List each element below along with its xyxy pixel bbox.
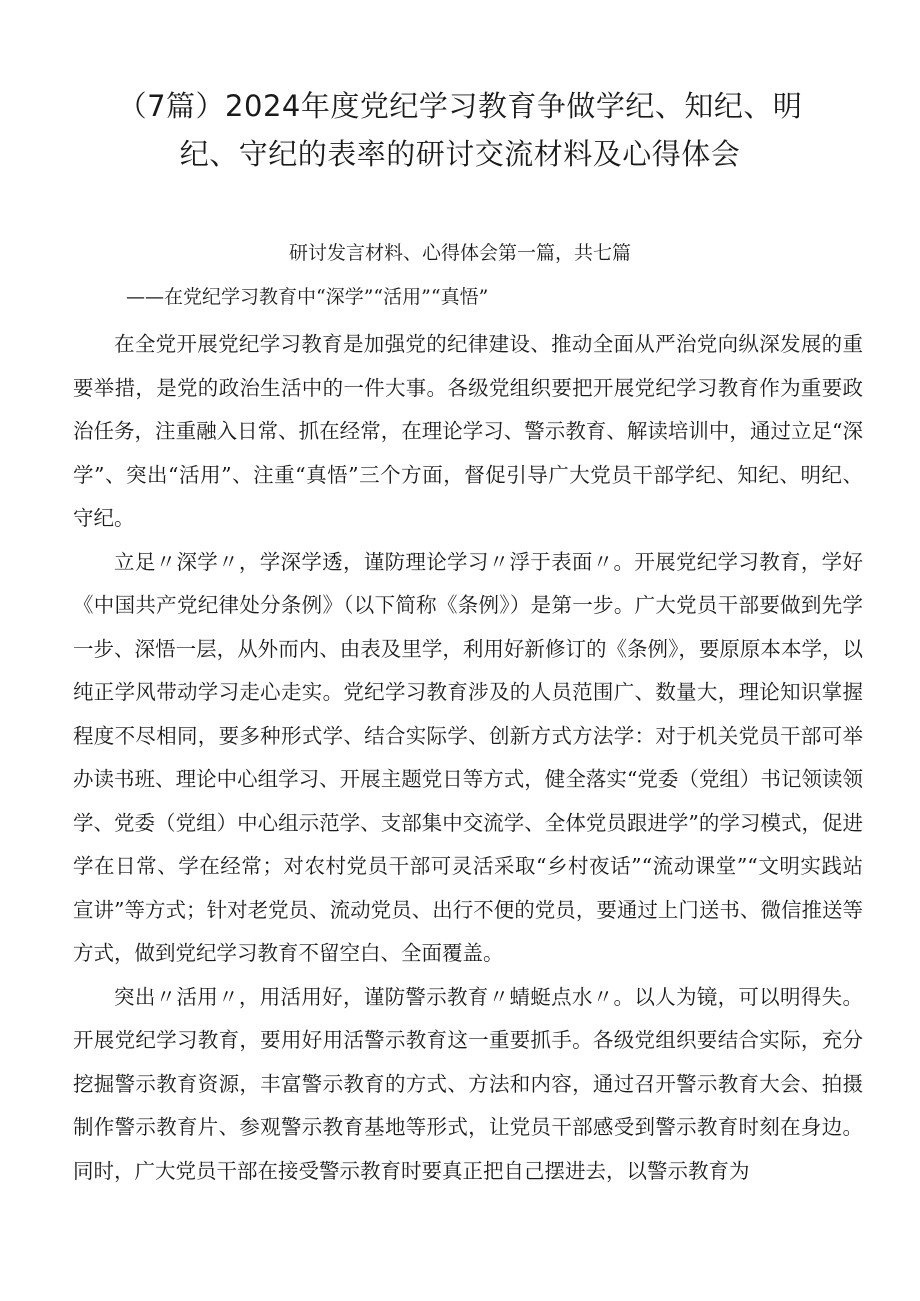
title-line-1: （7篇）2024年度党纪学习教育争做学纪、知纪、明 (117, 89, 803, 123)
document-title (70, 82, 850, 178)
document-subtitle: 研讨发言材料、心得体会第一篇，共七篇 (288, 242, 631, 264)
paragraph-3: 突出〃活用〃，用活用好，谨防警示教育〃蜻蜓点水〃。以人为镜，可以明得失。开展党纪学习教育，要用好用活警示教育这一重要抓手。各级党组织要结合实际，充分挖掘警示教育资源，丰富警示教育的方式、方法和内容，通过召开警示教育大会、拍摄制作警示教育片、参观警示教育基地等形式，让党员干部感受到警示教育时刻在身边。同时，广大党员干部在接受警示教育时要真正把自己摆进去，以警示教育为 (73, 984, 863, 1183)
title-line-2: 纪、守纪的表率的研讨交流材料及心得体会 (179, 137, 741, 171)
document-body (73, 323, 863, 1193)
paragraph-2: 立足〃深学〃，学深学透，谨防理论学习〃浮于表面〃。开展党纪学习教育，学好《中国共产党纪律处分条例》（以下简称《条例》）是第一步。广大党员干部要做到先学一步、深悟一层，从外而内、由表及里学，利用好新修订的《条例》，要原原本本学，以纯正学风带动学习走心走实。党纪学习教育涉及的人员范围广、数量大，理论知识掌握程度不尽相同，要多种形式学、结合实际学、创新方式方法学：对于机关党员干部可举办读书班、理论中心组学习、开展主题党日等方式，健全落实“党委（党组）书记领读领学、党委（党组）中心组示范学、支部集中交流学、全体党员跟进学”的学习模式，促进学在日常、学在经常；对农村党员干部可灵活采取“乡村夜话”“流动课堂”“文明实践站宣讲”等方式；针对老党员、流动党员、出行不便的党员，要通过上门送书、微信推送等方式，做到党纪学习教育不留空白、全面覆盖。 (73, 549, 863, 965)
paragraph-1: 在全党开展党纪学习教育是加强党的纪律建设、推动全面从严治党向纵深发展的重要举措，是党的政治生活中的一件大事。各级党组织要把开展党纪学习教育作为重要政治任务，注重融入日常、抓在经常，在理论学习、警示教育、解读培训中，通过立足“深学”、突出“活用”、注重“真悟”三个方面，督促引导广大党员干部学纪、知纪、明纪、守纪。 (73, 332, 863, 530)
document-byline: ——在党纪学习教育中“深学”“活用”“真悟” (126, 286, 489, 308)
